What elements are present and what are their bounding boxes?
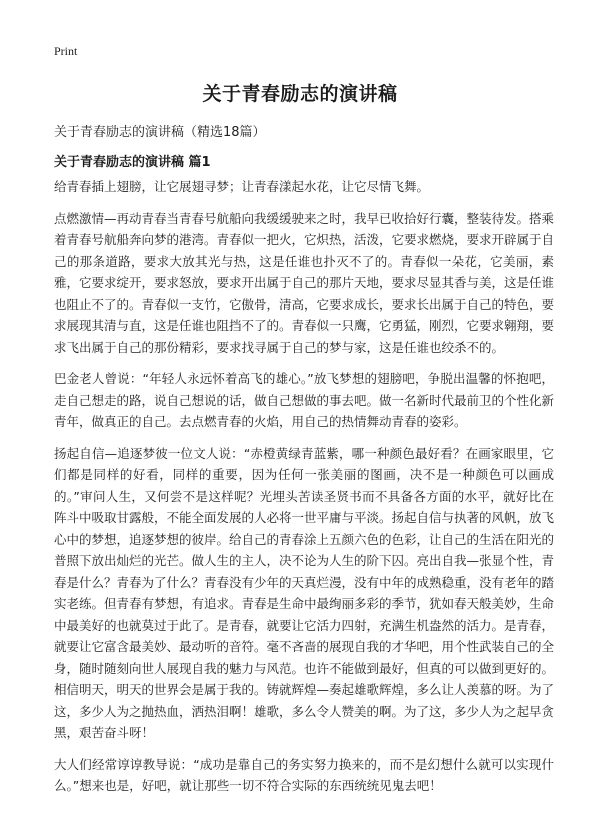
paragraph: 给青春插上翅膀，让它展翅寻梦；让青春漾起水花，让它尽情飞舞。 xyxy=(54,179,430,194)
document-subtitle: 关于青春励志的演讲稿（精选18篇） xyxy=(54,125,266,140)
paragraph: 巴金老人曾说：“年轻人永远怀着高飞的雄心。”放飞梦想的翅膀吧，争脱出温馨的怀抱吧，走自己想走的路，说自己想说的话，做自己想做的事去吧。做一名新时代最前卫的个性化新青年，做真正的自己。去点燃青春的火焰，用自己的热情舞动青春的姿彩。 xyxy=(54,371,555,429)
paragraph: 点燃激情—再动青春当青春号航船向我缓缓驶来之时，我早已收拾好行囊，整装待发。搭乘着青春号航船奔向梦的港湾。青春似一把火，它炽热，活泼，它要求燃烧，要求开辟属于自己的那条道路，要求大放其光与热，这是任谁也扑灭不了的。青春似一朵花，它美丽，素雅，它要求绽开，要求怒放，要求开出属于自己的那片天地，要求尽显其香与美，这是任谁也阻止不了的。青春似一支竹，它傲骨，清高，它要求成长，要求长出属于自己的特色，要求展现其清与直，这是任谁也阻挡不了的。青春似一只鹰，它勇猛，刚烈，它要求翱翔，要求飞出属于自己的那份精彩，要求找寻属于自己的梦与家，这是任谁也绞杀不的。 xyxy=(54,210,555,355)
section-heading: 关于青春励志的演讲稿 篇1 xyxy=(54,155,211,170)
paragraph: 扬起自信—追逐梦彼一位文人说：“赤橙黄绿青蓝紫，哪一种颜色最好看？在画家眼里，它们都是同样的好看，同样的重要，因为任何一张美丽的图画，决不是一种颜色可以画成的。”审问人生，又何尝不是这样呢？光埋头苦读圣贤书而不具备各方面的水平，就好比在阵斗中吸取甘露般，不能全面发展的人必将一世平庸与平淡。扬起自信与执著的风帆，放飞心中的梦想，追逐梦想的彼岸。给自己的青春涂上五颜六色的色彩，让自己的生活在阳光的普照下放出灿烂的光芒。做人生的主人，决不论为人生的阶下囚。亮出自我—张显个性，青春是什么？青春为了什么？青春没有少年的天真烂漫，没有中年的成熟稳重，没有老年的踏实老练。但青春有梦想，有追求。青春是生命中最绚丽多彩的季节，犹如春天般美妙，生命中最美好的也就莫过于此了。是青春，就要让它活力四射，充满生机盎然的活力。是青春，就要让它富含最美妙、最动听的音符。毫不吝啬的展现自我的才华吧，用个性武装自己的全身，随时随刻向世人展现自我的魅力与风范。也许不能做到最好，但真的可以做到更好的。相信明天，明天的世界会是属于我的。铸就辉煌—奏起雄歌辉煌，多么让人羡慕的呀。为了这，多少人为之抛热血，洒热泪啊！雄歌，多么令人赞美的啊。为了这，多少人为之起早贪黑，艰苦奋斗呀！ xyxy=(54,445,555,740)
article-body xyxy=(54,176,554,807)
page-title: 关于青春励志的演讲稿 xyxy=(202,83,398,105)
print-link[interactable]: Print xyxy=(54,44,78,58)
paragraph: 大人们经常谆谆教导说：“成功是靠自己的务实努力换来的，而不是幻想什么就可以实现什么。”想来也是，好吧，就让那些一切不符合实际的东西统统见鬼去吧！ xyxy=(54,756,554,793)
